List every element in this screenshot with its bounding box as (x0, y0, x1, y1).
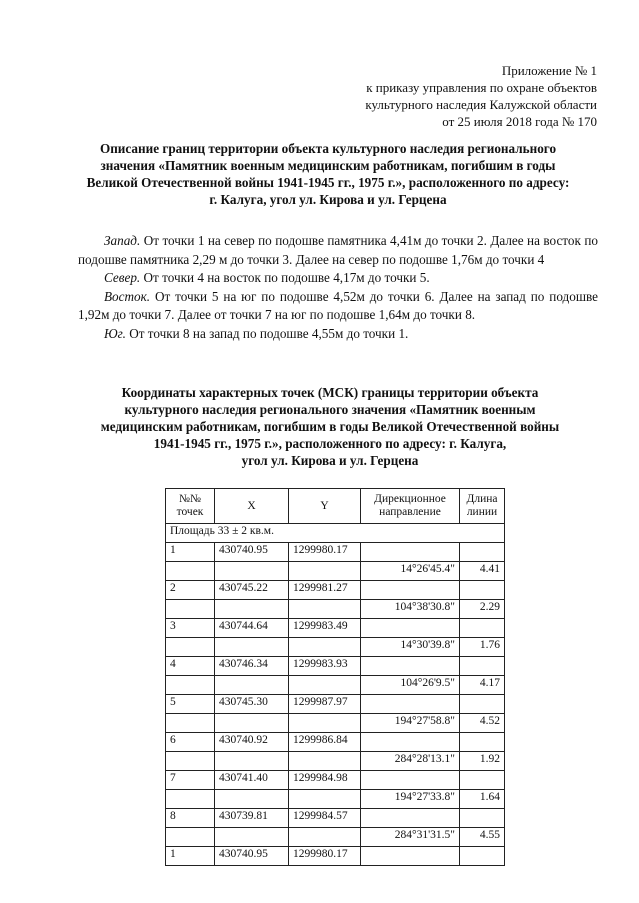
cell-empty (215, 714, 289, 733)
appendix-header (297, 62, 597, 130)
cell-dir: 14°26'45.4" (361, 562, 460, 581)
cell-dir: 14°30'39.8" (361, 638, 460, 657)
cell-y: 1299983.49 (289, 619, 361, 638)
cell-x: 430740.95 (215, 847, 289, 866)
cell-empty (289, 562, 361, 581)
cell-y: 1299984.57 (289, 809, 361, 828)
cell-num: 2 (166, 581, 215, 600)
cell-empty (460, 847, 505, 866)
cell-empty (166, 714, 215, 733)
table-row (166, 657, 505, 676)
header-point-number: №№ точек (166, 489, 215, 524)
cell-y: 1299980.17 (289, 847, 361, 866)
east-text: От точки 5 на юг по подошве 4,52м до точки 6. Далее на запад по подошве 1,92м до точки 7. Далее от точки 7 на юг по подошве 1,64м до точки 8. (78, 288, 598, 322)
cell-x: 430745.22 (215, 581, 289, 600)
cell-dir: 104°26'9.5" (361, 676, 460, 695)
cell-num: 3 (166, 619, 215, 638)
cell-len: 2.29 (460, 600, 505, 619)
cell-x: 430740.92 (215, 733, 289, 752)
cell-empty (166, 676, 215, 695)
cell-empty (215, 828, 289, 847)
cell-num: 6 (166, 733, 215, 752)
west-text: От точки 1 на север по подошве памятника 4,41м до точки 2. Далее на восток по подошве памятника 2,29 м до точки 3. Далее на север по подошве 1,76м до точки 4 (78, 233, 598, 267)
south-paragraph (78, 325, 598, 344)
cell-x: 430746.34 (215, 657, 289, 676)
cell-empty (166, 828, 215, 847)
cell-len: 4.41 (460, 562, 505, 581)
cell-empty (166, 562, 215, 581)
cell-empty (460, 581, 505, 600)
cell-empty (215, 638, 289, 657)
cell-y: 1299980.17 (289, 543, 361, 562)
segment-row (166, 752, 505, 771)
cell-empty (361, 695, 460, 714)
cell-dir: 194°27'33.8" (361, 790, 460, 809)
cell-empty (460, 733, 505, 752)
cell-empty (215, 562, 289, 581)
segment-row (166, 714, 505, 733)
cell-y: 1299981.27 (289, 581, 361, 600)
table-row (166, 581, 505, 600)
appendix-order-ref: к приказу управления по охране объектов (366, 80, 597, 95)
cell-y: 1299983.93 (289, 657, 361, 676)
table-row (166, 733, 505, 752)
cell-empty (460, 771, 505, 790)
area-value: Площадь 33 ± 2 кв.м. (166, 524, 505, 543)
west-label: Запад. (104, 233, 141, 248)
appendix-date: от 25 июля 2018 года № 170 (442, 114, 597, 129)
north-paragraph (78, 269, 598, 288)
cell-empty (361, 619, 460, 638)
header-direction: Дирекционное направление (361, 489, 460, 524)
cell-empty (166, 638, 215, 657)
cell-empty (361, 733, 460, 752)
coordinates-table (165, 488, 505, 866)
cell-empty (361, 581, 460, 600)
cell-empty (460, 809, 505, 828)
east-label: Восток. (104, 288, 151, 304)
cell-y: 1299987.97 (289, 695, 361, 714)
east-paragraph (78, 288, 598, 325)
table-row (166, 809, 505, 828)
cell-empty (361, 847, 460, 866)
cell-empty (289, 600, 361, 619)
cell-num: 1 (166, 847, 215, 866)
cell-len: 4.55 (460, 828, 505, 847)
table-row (166, 847, 505, 866)
cell-len: 1.92 (460, 752, 505, 771)
coords-title-line: культурного наследия регионального значения «Памятник военным (124, 402, 536, 417)
cell-x: 430740.95 (215, 543, 289, 562)
cell-empty (166, 752, 215, 771)
cell-empty (361, 657, 460, 676)
cell-empty (460, 619, 505, 638)
segment-row (166, 638, 505, 657)
header-y: Y (289, 489, 361, 524)
cell-empty (460, 657, 505, 676)
cell-empty (215, 752, 289, 771)
cell-len: 4.52 (460, 714, 505, 733)
header-length: Длина линии (460, 489, 505, 524)
document-title (68, 140, 588, 208)
south-label: Юг. (104, 325, 126, 341)
cell-empty (289, 714, 361, 733)
cell-len: 1.76 (460, 638, 505, 657)
coords-title (80, 384, 580, 469)
cell-len: 4.17 (460, 676, 505, 695)
cell-empty (460, 543, 505, 562)
cell-num: 1 (166, 543, 215, 562)
table-row (166, 695, 505, 714)
header-x: X (215, 489, 289, 524)
segment-row (166, 600, 505, 619)
cell-x: 430744.64 (215, 619, 289, 638)
segment-row (166, 828, 505, 847)
segment-row (166, 676, 505, 695)
cell-empty (289, 752, 361, 771)
table-row (166, 619, 505, 638)
cell-dir: 284°31'31.5" (361, 828, 460, 847)
cell-num: 5 (166, 695, 215, 714)
cell-empty (289, 638, 361, 657)
south-text: От точки 8 на запад по подошве 4,55м до точки 1. (125, 325, 409, 341)
cell-dir: 104°38'30.8" (361, 600, 460, 619)
title-line: Описание границ территории объекта культурного наследия регионального (99, 141, 557, 156)
coords-title-line: Координаты характерных точек (МСК) границы территории объекта (121, 385, 539, 400)
north-label: Север. (104, 270, 141, 285)
coords-title-line: угол ул. Кирова и ул. Герцена (241, 453, 419, 468)
cell-dir: 194°27'58.8" (361, 714, 460, 733)
cell-y: 1299984.98 (289, 771, 361, 790)
cell-x: 430739.81 (215, 809, 289, 828)
cell-len: 1.64 (460, 790, 505, 809)
north-text: От точки 4 на восток по подошве 4,17м до точки 5. (140, 270, 430, 285)
cell-num: 8 (166, 809, 215, 828)
segment-row (166, 562, 505, 581)
cell-num: 4 (166, 657, 215, 676)
cell-empty (289, 828, 361, 847)
cell-x: 430745.30 (215, 695, 289, 714)
cell-empty (166, 600, 215, 619)
cell-empty (460, 695, 505, 714)
cell-num: 7 (166, 771, 215, 790)
segment-row (166, 790, 505, 809)
boundary-description (78, 232, 598, 343)
cell-empty (166, 790, 215, 809)
cell-empty (361, 771, 460, 790)
cell-empty (215, 676, 289, 695)
cell-dir: 284°28'13.1" (361, 752, 460, 771)
cell-empty (289, 790, 361, 809)
coords-title-line: медицинским работникам, погибшим в годы Великой Отечественной войны (100, 419, 560, 434)
cell-empty (361, 809, 460, 828)
table-header-row (166, 489, 505, 524)
cell-empty (215, 600, 289, 619)
area-row (166, 524, 505, 543)
cell-x: 430741.40 (215, 771, 289, 790)
cell-empty (215, 790, 289, 809)
appendix-number: Приложение № 1 (501, 63, 597, 78)
coords-title-line: 1941-1945 гг., 1975 г.», расположенного по адресу: г. Калуга, (153, 436, 507, 451)
cell-empty (289, 676, 361, 695)
table-row (166, 543, 505, 562)
title-line: Великой Отечественной войны 1941-1945 гг., 1975 г.», расположенного по адресу: (86, 175, 570, 190)
table-row (166, 771, 505, 790)
cell-y: 1299986.84 (289, 733, 361, 752)
appendix-authority: культурного наследия Калужской области (365, 97, 597, 112)
title-line: г. Калуга, угол ул. Кирова и ул. Герцена (209, 192, 447, 207)
west-paragraph (78, 232, 598, 269)
cell-empty (361, 543, 460, 562)
title-line: значения «Памятник военным медицинским работникам, погибшим в годы (100, 158, 556, 173)
